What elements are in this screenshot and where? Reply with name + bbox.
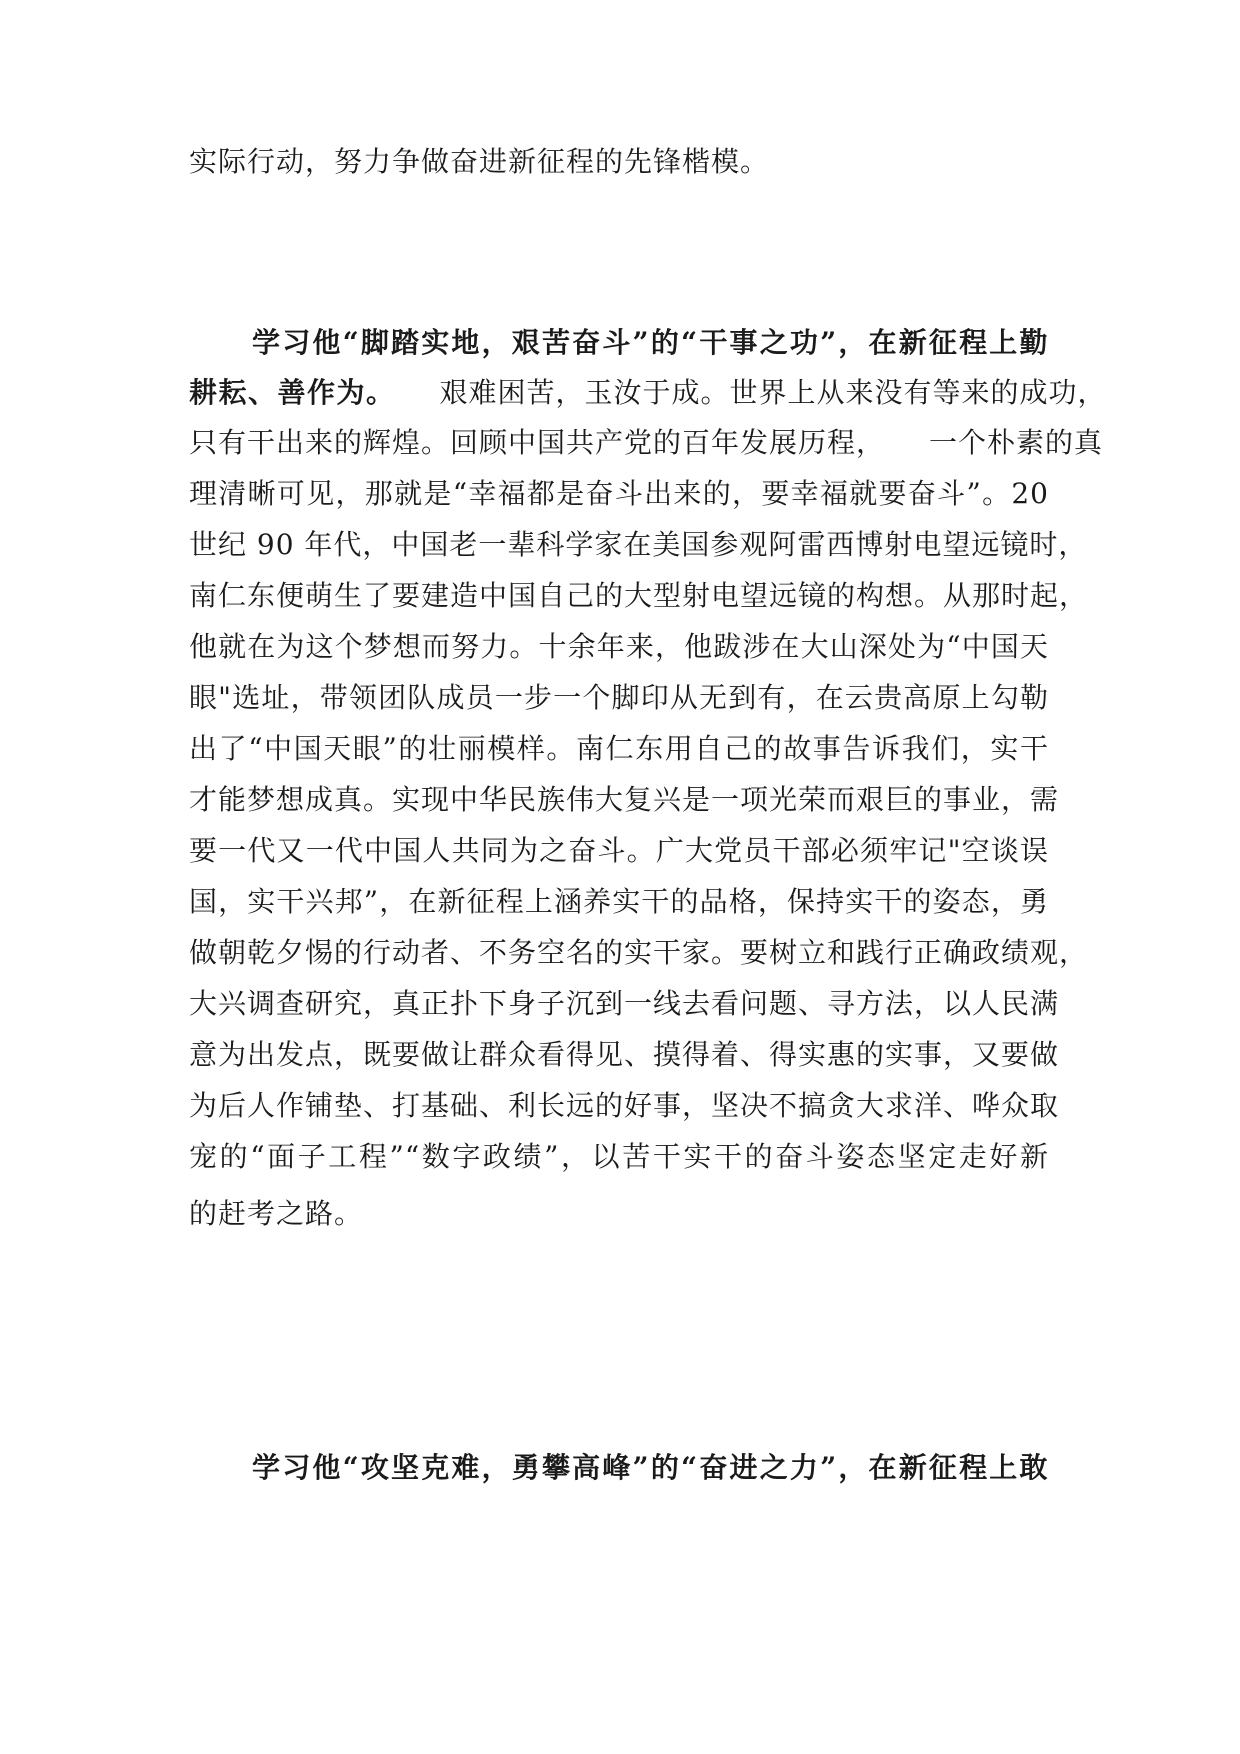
section-heading-end: 耕耘、善作为。 bbox=[189, 376, 396, 409]
paragraph-line: 做朝乾夕惕的行动者、不务空名的实干家。要树立和践行正确政绩观， bbox=[189, 936, 1089, 969]
paragraph-line: 才能梦想成真。实现中华民族伟大复兴是一项光荣而艰巨的事业，需 bbox=[189, 783, 1060, 816]
section-heading: 学习他“脚踏实地，艰苦奋斗”的“干事之功”，在新征程上勤 bbox=[252, 326, 1049, 359]
paragraph-line: 意为出发点，既要做让群众看得见、摸得着、得实惠的实事，又要做 bbox=[189, 1038, 1060, 1071]
paragraph-line: 的赶考之路。 bbox=[189, 1197, 364, 1230]
paragraph-line: 他就在为这个梦想而努力。十余年来，他跋涉在大山深处为“中国天 bbox=[189, 630, 1049, 663]
paragraph-line bbox=[189, 373, 1107, 413]
paragraph-text: 只有干出来的辉煌。回顾中国共产党的百年发展历程， bbox=[189, 426, 886, 459]
paragraph-line bbox=[189, 423, 1104, 463]
paragraph-line: 要一代又一代中国人共同为之奋斗。广大党员干部必须牢记"空谈误 bbox=[189, 834, 1049, 867]
paragraph-text: 艰难困苦，玉汝于成。世界上从来没有等来的成功， bbox=[439, 376, 1107, 409]
paragraph-line: 世纪 90 年代，中国老一辈科学家在美国参观阿雷西博射电望远镜时， bbox=[189, 528, 1088, 561]
paragraph-text: 一个朴素的真 bbox=[929, 426, 1104, 459]
paragraph-line: 宠的“面子工程”“数字政绩”，以苦干实干的奋斗姿态坚定走好新 bbox=[189, 1140, 1049, 1173]
paragraph-line: 为后人作铺垫、打基础、利长远的好事，坚决不搞贪大求洋、哗众取 bbox=[189, 1089, 1060, 1122]
paragraph-line: 国，实干兴邦”，在新征程上涵养实干的品格，保持实干的姿态，勇 bbox=[189, 885, 1049, 918]
section-heading: 学习他“攻坚克难，勇攀高峰”的“奋进之力”，在新征程上敢 bbox=[252, 1451, 1049, 1484]
paragraph-line: 眼"选址，带领团队成员一步一个脚印从无到有，在云贵高原上勾勒 bbox=[189, 681, 1049, 714]
paragraph-line: 实际行动，努力争做奋进新征程的先锋楷模。 bbox=[189, 145, 770, 178]
paragraph-line: 出了“中国天眼”的壮丽模样。南仁东用自己的故事告诉我们，实干 bbox=[189, 732, 1049, 765]
paragraph-line: 大兴调查研究，真正扑下身子沉到一线去看问题、寻方法，以人民满 bbox=[189, 987, 1060, 1020]
paragraph-line: 南仁东便萌生了要建造中国自己的大型射电望远镜的构想。从那时起， bbox=[189, 579, 1089, 612]
paragraph-line: 理清晰可见，那就是“幸福都是奋斗出来的，要幸福就要奋斗”。20 bbox=[189, 477, 1049, 510]
